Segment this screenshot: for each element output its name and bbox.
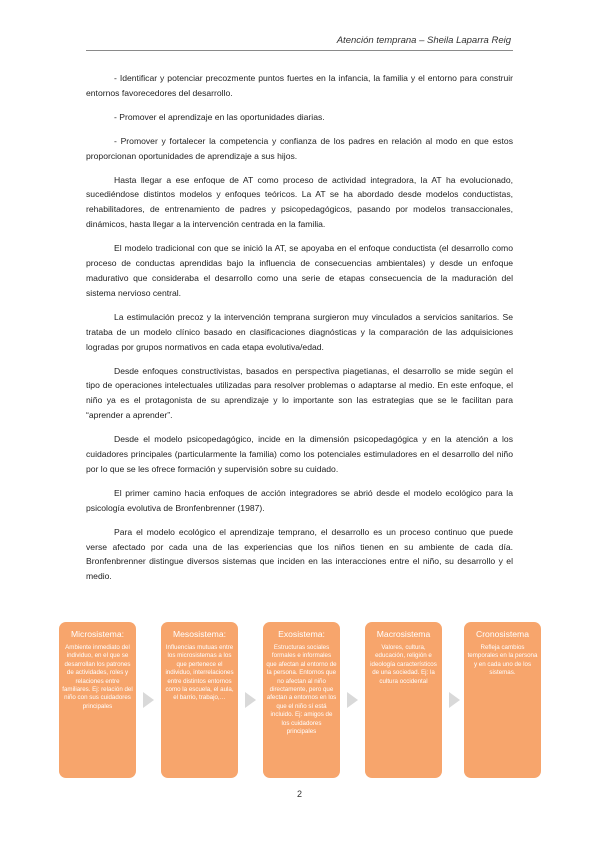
arrow-icon — [347, 692, 358, 708]
paragraph: La estimulación precoz y la intervención temprana surgieron muy vinculados a servicios sanitarios. Se trataba de un modelo clínico basado en clasificaciones diagnósticas y la comparación de las adquisiciones logradas por grupos normativos en cada etapa evolutiva/edad. — [86, 311, 513, 352]
paragraph: - Promover y fortalecer la competencia y confianza de los padres en relación al modo en que estos proporcionan oportunidades de aprendizaje a sus hijos. — [86, 135, 513, 161]
system-title: Exosistema: — [278, 629, 325, 639]
page-number: 2 — [296, 789, 302, 799]
macrosistema-box — [365, 622, 442, 778]
header-divider — [86, 50, 513, 51]
arrow-icon — [143, 692, 154, 708]
system-title: Mesosistema: — [172, 629, 226, 639]
arrow-icon — [245, 692, 256, 708]
system-description: Valores, cultura, educación, religión e ideología característicos de una sociedad. Ej: la cultura occidental — [370, 644, 437, 685]
system-title: Macrosistema — [376, 629, 431, 639]
system-description: Ambiente inmediato del individuo, en el que se desarrollan los patrones de actividades, roles y relaciones entre familiares. Ej: relación del niño con sus cuidadores principales — [62, 644, 133, 710]
main-text — [86, 71, 513, 593]
paragraph: Desde enfoques constructivistas, basados en perspectiva piagetianas, el desarrollo se mide según el tipo de operaciones intelectuales utilizadas para resolver problemas o adaptarse al medio. En este enfoque, el niño ya es el protagonista de su aprendizaje y lo importante son las estrategias que se le facilitan para “aprender a aprender”. — [86, 365, 513, 421]
arrow-icon — [449, 692, 460, 708]
paragraph: El primer camino hacia enfoques de acción integradores se abrió desde el modelo ecológico para la psicología evolutiva de Bronfenbrenner (1987). — [86, 487, 513, 513]
system-description: Estructuras sociales formales e informales que afectan al entorno de la persona. Entornos que no afectan al niño directamente, pero que afectan a entornos en los que el niño sí está incluido. Ej: amigos de los cuidadores principales — [266, 644, 337, 736]
exosistema-box — [263, 622, 340, 778]
microsistema-box — [59, 622, 136, 778]
paragraph: - Identificar y potenciar precozmente puntos fuertes en la infancia, la familia y el entorno para construir entornos favorecedores del desarrollo. — [86, 73, 513, 98]
running-header: Atención temprana – Sheila Laparra Reig — [336, 35, 511, 46]
paragraph: - Promover el aprendizaje en las oportunidades diarias. — [114, 111, 325, 122]
ecological-systems-diagram — [59, 622, 541, 778]
paragraph: Para el modelo ecológico el aprendizaje temprano, el desarrollo es un proceso continuo que puede verse afectado por cada una de las experiencias que los niños tienen en su ambiente de cada día. Bronfenbrenner distingue diversos sistemas que inciden en las interacciones entre el niño, su desarrollo y el medio. — [86, 526, 513, 582]
cronosistema-box — [464, 622, 541, 778]
system-description: Influencias mutuas entre los microsistemas a los que pertenece el individuo, interrelaciones entre distintos entornos como la escuela, el aula, el barrio, trabajo,… — [165, 644, 234, 702]
system-description: Refleja cambios temporales en la persona y en cada uno de los sistemas. — [467, 644, 538, 677]
paragraph: Hasta llegar a ese enfoque de AT como proceso de actividad integradora, la AT ha evolucionado, sucediéndose distintos modelos y enfoques teóricos. La AT se ha abordado desde modelos conductistas, rehabilitadores, de entrenamiento de padres y psicopedagógicos, pasando por modelos transaccionales, dinámicos, hasta llegar a la intervención centrada en la familia. — [86, 174, 513, 230]
mesosistema-box — [161, 622, 238, 778]
paragraph: Desde el modelo psicopedagógico, incide en la dimensión psicopedagógica y en la atención a los cuidadores principales (particularmente la familia) como los potenciales estimuladores en el desarrollo del niño por lo que se les ofrece formación y supervisión sobre su cuidado. — [86, 434, 513, 474]
system-title: Microsistema: — [70, 629, 124, 639]
paragraph: El modelo tradicional con que se inició la AT, se apoyaba en el enfoque conductista (el desarrollo como proceso de conductas aprendidas bajo la influencia de consecuencias ambientales) y desde un enfoque madurativo que consideraba el desarrollo como una serie de etapas consecuencia de la maduración del sistema nervioso central. — [86, 243, 513, 298]
system-title: Cronosistema — [475, 629, 529, 639]
